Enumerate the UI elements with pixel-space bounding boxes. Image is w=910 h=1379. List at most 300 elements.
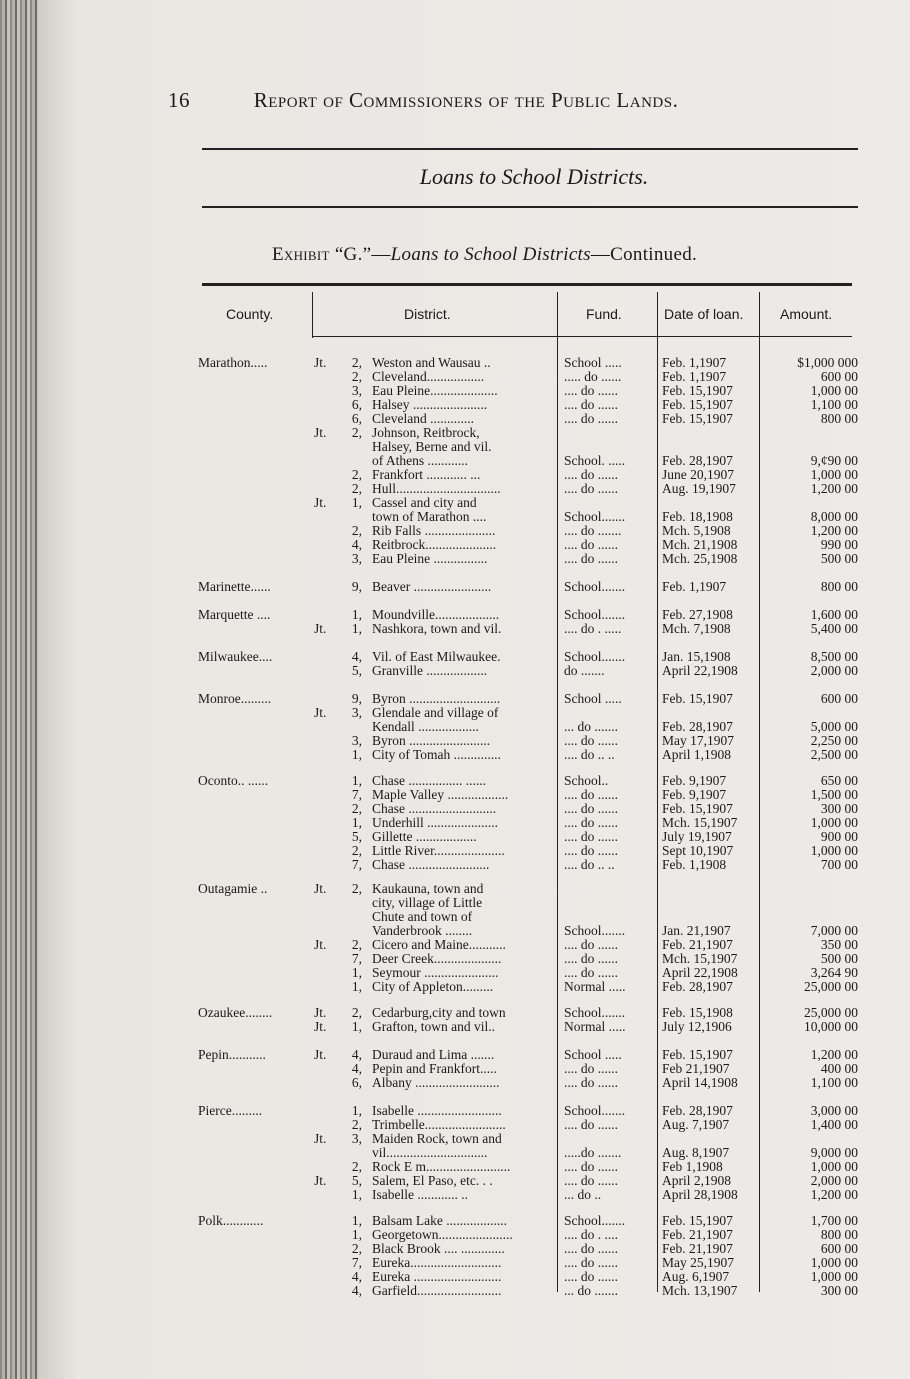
fund-cell: .... do ...... bbox=[564, 1255, 618, 1270]
col-header-county: County. bbox=[226, 306, 274, 322]
date-cell: Mch. 25,1908 bbox=[662, 551, 738, 566]
table-row bbox=[0, 1284, 910, 1298]
district-cell: Deer Creek.................... bbox=[372, 951, 502, 966]
fund-cell: .... do ...... bbox=[564, 551, 618, 566]
amount-cell: 900 00 bbox=[820, 829, 858, 844]
district-cell: Chase .......................... bbox=[372, 801, 497, 816]
county-cell: Ozaukee........ bbox=[198, 1005, 273, 1020]
table-row bbox=[0, 692, 910, 706]
district-number-cell: 2, bbox=[351, 1005, 362, 1020]
table-row bbox=[0, 440, 910, 454]
district-number-cell: 4, bbox=[351, 649, 362, 664]
col-header-amount: Amount. bbox=[780, 306, 833, 322]
table-row bbox=[0, 608, 910, 622]
joint-cell: Jt. bbox=[314, 705, 327, 720]
district-cell: Cedarburg,city and town bbox=[372, 1005, 506, 1020]
table-row bbox=[0, 1228, 910, 1242]
fund-cell: .... do . ..... bbox=[564, 621, 622, 636]
fund-cell: .... do ...... bbox=[564, 951, 618, 966]
county-cell: Marinette...... bbox=[198, 579, 271, 594]
subtitle-rule bbox=[202, 206, 858, 208]
date-cell: Jan. 15,1908 bbox=[662, 649, 731, 664]
fund-cell: School.. bbox=[564, 773, 609, 788]
date-cell: Mch. 13,1907 bbox=[662, 1283, 738, 1298]
date-cell: Feb 1,1908 bbox=[662, 1159, 723, 1174]
amount-cell: 8,500 00 bbox=[810, 649, 858, 664]
table-row bbox=[0, 384, 910, 398]
table-row bbox=[0, 844, 910, 858]
district-cell: Beaver ....................... bbox=[372, 579, 492, 594]
district-cell: Little River..................... bbox=[372, 843, 505, 858]
fund-cell: .... do ...... bbox=[564, 787, 618, 802]
fund-cell: ... do .. bbox=[564, 1187, 602, 1202]
amount-cell: 1,200 00 bbox=[810, 481, 858, 496]
amount-cell: 1,000 00 bbox=[810, 383, 858, 398]
county-cell: Milwaukee.... bbox=[198, 649, 273, 664]
district-number-cell: 1, bbox=[351, 495, 362, 510]
amount-cell: 1,100 00 bbox=[810, 397, 858, 412]
amount-cell: 3,000 00 bbox=[810, 1103, 858, 1118]
district-cell: town of Marathon .... bbox=[372, 509, 487, 524]
date-cell: April 28,1908 bbox=[662, 1187, 738, 1202]
amount-cell: 9,000 00 bbox=[810, 1145, 858, 1160]
table-row bbox=[0, 858, 910, 872]
table-row bbox=[0, 1104, 910, 1118]
fund-cell: ... do ....... bbox=[564, 719, 618, 734]
fund-cell: .... do ....... bbox=[564, 523, 622, 538]
district-number-cell: 4, bbox=[351, 537, 362, 552]
table-row bbox=[0, 896, 910, 910]
amount-cell: 1,000 00 bbox=[810, 843, 858, 858]
district-number-cell: 3, bbox=[351, 705, 362, 720]
joint-cell: Jt. bbox=[314, 1005, 327, 1020]
fund-cell: School....... bbox=[564, 509, 626, 524]
district-cell: City of Appleton......... bbox=[372, 979, 494, 994]
amount-cell: 800 00 bbox=[820, 579, 858, 594]
fund-cell: .... do ...... bbox=[564, 843, 618, 858]
district-number-cell: 7, bbox=[351, 787, 362, 802]
district-number-cell: 2, bbox=[351, 425, 362, 440]
date-cell: Feb. 28,1907 bbox=[662, 453, 733, 468]
date-cell: Feb. 1,1907 bbox=[662, 579, 727, 594]
table-row bbox=[0, 882, 910, 896]
table-row bbox=[0, 468, 910, 482]
date-cell: Mch. 21,1908 bbox=[662, 537, 738, 552]
district-cell: Vanderbrook ........ bbox=[372, 923, 473, 938]
district-cell: Albany ......................... bbox=[372, 1075, 500, 1090]
amount-cell: 800 00 bbox=[820, 411, 858, 426]
date-cell: Feb. 28,1907 bbox=[662, 719, 733, 734]
district-cell: Isabelle ......................... bbox=[372, 1103, 502, 1118]
district-cell: city, village of Little bbox=[372, 895, 483, 910]
table-row bbox=[0, 1076, 910, 1090]
table-row bbox=[0, 966, 910, 980]
date-cell: Aug. 8,1907 bbox=[662, 1145, 730, 1160]
table-row bbox=[0, 1270, 910, 1284]
amount-cell: 2,500 00 bbox=[810, 747, 858, 762]
district-number-cell: 2, bbox=[351, 467, 362, 482]
date-cell: Feb. 15,1907 bbox=[662, 397, 733, 412]
district-cell: Halsey, Berne and vil. bbox=[372, 439, 492, 454]
district-cell: Eureka .......................... bbox=[372, 1269, 502, 1284]
district-cell: Byron ........................ bbox=[372, 733, 491, 748]
district-number-cell: 7, bbox=[351, 951, 362, 966]
fund-cell: .... do ...... bbox=[564, 829, 618, 844]
amount-cell: 500 00 bbox=[820, 551, 858, 566]
district-number-cell: 2, bbox=[351, 937, 362, 952]
date-cell: Feb. 15,1907 bbox=[662, 801, 733, 816]
fund-cell: .... do ...... bbox=[564, 1075, 618, 1090]
district-cell: Salem, El Paso, etc. . . bbox=[372, 1173, 493, 1188]
table-row bbox=[0, 1118, 910, 1132]
county-cell: Pepin........... bbox=[198, 1047, 266, 1062]
fund-cell: School ..... bbox=[564, 355, 622, 370]
date-cell: June 20,1907 bbox=[662, 467, 734, 482]
amount-cell: 350 00 bbox=[820, 937, 858, 952]
district-number-cell: 1, bbox=[351, 1103, 362, 1118]
district-cell: Cicero and Maine........... bbox=[372, 937, 506, 952]
district-number-cell: 9, bbox=[351, 579, 362, 594]
date-cell: Feb. 9,1907 bbox=[662, 773, 727, 788]
county-cell: Pierce......... bbox=[198, 1103, 263, 1118]
fund-cell: .... do ...... bbox=[564, 481, 618, 496]
fund-cell: .... do .. .. bbox=[564, 747, 615, 762]
fund-cell: .... do ...... bbox=[564, 965, 618, 980]
district-number-cell: 4, bbox=[351, 1283, 362, 1298]
district-number-cell: 5, bbox=[351, 1173, 362, 1188]
district-number-cell: 6, bbox=[351, 411, 362, 426]
top-rule bbox=[202, 148, 858, 150]
fund-cell: Normal ..... bbox=[564, 979, 626, 994]
date-cell: Feb. 15,1908 bbox=[662, 1005, 733, 1020]
joint-cell: Jt. bbox=[314, 355, 327, 370]
date-cell: Feb. 21,1907 bbox=[662, 1227, 733, 1242]
table-row bbox=[0, 910, 910, 924]
date-cell: April 22,1908 bbox=[662, 663, 738, 678]
county-cell: Oconto.. ...... bbox=[198, 773, 269, 788]
amount-cell: 9,¢90 00 bbox=[810, 453, 858, 468]
table-row bbox=[0, 748, 910, 762]
amount-cell: 300 00 bbox=[820, 801, 858, 816]
county-cell: Polk............ bbox=[198, 1213, 264, 1228]
fund-cell: .... do ...... bbox=[564, 1061, 618, 1076]
district-number-cell: 3, bbox=[351, 1131, 362, 1146]
amount-cell: 1,000 00 bbox=[810, 1255, 858, 1270]
district-cell: Cassel and city and bbox=[372, 495, 477, 510]
district-number-cell: 4, bbox=[351, 1269, 362, 1284]
date-cell: Feb. 27,1908 bbox=[662, 607, 733, 622]
county-cell: Marquette .... bbox=[198, 607, 271, 622]
amount-cell: 1,100 00 bbox=[810, 1075, 858, 1090]
amount-cell: 800 00 bbox=[820, 1227, 858, 1242]
fund-cell: .... do ...... bbox=[564, 815, 618, 830]
joint-cell: Jt. bbox=[314, 1019, 327, 1034]
fund-cell: School. ..... bbox=[564, 453, 626, 468]
district-cell: Maple Valley .................. bbox=[372, 787, 509, 802]
table-row bbox=[0, 802, 910, 816]
district-number-cell: 1, bbox=[351, 1213, 362, 1228]
table-row bbox=[0, 664, 910, 678]
fund-cell: .... do . .... bbox=[564, 1227, 618, 1242]
district-number-cell: 7, bbox=[351, 1255, 362, 1270]
fund-cell: do ....... bbox=[564, 663, 605, 678]
table-row bbox=[0, 938, 910, 952]
date-cell: Mch. 15,1907 bbox=[662, 815, 738, 830]
district-cell: Weston and Wausau .. bbox=[372, 355, 491, 370]
date-cell: Aug. 6,1907 bbox=[662, 1269, 730, 1284]
amount-cell: 8,000 00 bbox=[810, 509, 858, 524]
district-cell: Kendall .................. bbox=[372, 719, 479, 734]
county-cell: Monroe......... bbox=[198, 691, 272, 706]
amount-cell: 1,200 00 bbox=[810, 523, 858, 538]
amount-cell: 600 00 bbox=[820, 369, 858, 384]
date-cell: Feb. 15,1907 bbox=[662, 1213, 733, 1228]
table-row bbox=[0, 356, 910, 370]
date-cell: Feb. 21,1907 bbox=[662, 1241, 733, 1256]
amount-cell: 300 00 bbox=[820, 1283, 858, 1298]
amount-cell: 25,000 00 bbox=[804, 979, 858, 994]
table-row bbox=[0, 774, 910, 788]
fund-cell: School ..... bbox=[564, 691, 622, 706]
district-number-cell: 2, bbox=[351, 843, 362, 858]
district-number-cell: 1, bbox=[351, 965, 362, 980]
table-row bbox=[0, 496, 910, 510]
date-cell: April 14,1908 bbox=[662, 1075, 738, 1090]
col-header-fund: Fund. bbox=[586, 306, 622, 322]
fund-cell: ... do ....... bbox=[564, 1283, 618, 1298]
joint-cell: Jt. bbox=[314, 621, 327, 636]
fund-cell: ..... do ...... bbox=[564, 369, 622, 384]
date-cell: Feb. 1,1907 bbox=[662, 369, 727, 384]
district-cell: Duraud and Lima ....... bbox=[372, 1047, 495, 1062]
district-number-cell: 2, bbox=[351, 523, 362, 538]
date-cell: Mch. 5,1908 bbox=[662, 523, 731, 538]
amount-cell: 1,700 00 bbox=[810, 1213, 858, 1228]
district-cell: Underhill ..................... bbox=[372, 815, 498, 830]
district-number-cell: 9, bbox=[351, 691, 362, 706]
table-row bbox=[0, 454, 910, 468]
date-cell: Feb 21,1907 bbox=[662, 1061, 730, 1076]
date-cell: Aug. 7,1907 bbox=[662, 1117, 730, 1132]
date-cell: July 19,1907 bbox=[662, 829, 732, 844]
district-cell: Glendale and village of bbox=[372, 705, 499, 720]
district-number-cell: 1, bbox=[351, 747, 362, 762]
fund-cell: School....... bbox=[564, 923, 626, 938]
table-row bbox=[0, 1242, 910, 1256]
table-top-rule bbox=[202, 283, 852, 286]
district-number-cell: 1, bbox=[351, 1019, 362, 1034]
district-cell: Rock E m......................... bbox=[372, 1159, 511, 1174]
fund-cell: .... do ...... bbox=[564, 801, 618, 816]
header-underline bbox=[312, 336, 852, 337]
district-cell: Moundville................... bbox=[372, 607, 500, 622]
fund-cell: .....do ....... bbox=[564, 1145, 622, 1160]
date-cell: Feb. 28,1907 bbox=[662, 1103, 733, 1118]
date-cell: Feb. 21,1907 bbox=[662, 937, 733, 952]
amount-cell: 1,000 00 bbox=[810, 815, 858, 830]
table-row bbox=[0, 398, 910, 412]
fund-cell: .... do ...... bbox=[564, 1269, 618, 1284]
district-cell: Hull............................... bbox=[372, 481, 501, 496]
date-cell: Jan. 21,1907 bbox=[662, 923, 731, 938]
district-cell: Johnson, Reitbrock, bbox=[372, 425, 480, 440]
district-cell: Pepin and Frankfort..... bbox=[372, 1061, 497, 1076]
table-row bbox=[0, 1256, 910, 1270]
fund-cell: .... do ...... bbox=[564, 937, 618, 952]
amount-cell: 400 00 bbox=[820, 1061, 858, 1076]
table-row bbox=[0, 980, 910, 994]
table-row bbox=[0, 706, 910, 720]
fund-cell: .... do ...... bbox=[564, 1159, 618, 1174]
district-cell: Cleveland ............. bbox=[372, 411, 474, 426]
county-cell: Outagamie .. bbox=[198, 881, 268, 896]
date-cell: July 12,1906 bbox=[662, 1019, 732, 1034]
amount-cell: 1,000 00 bbox=[810, 1159, 858, 1174]
amount-cell: 1,500 00 bbox=[810, 787, 858, 802]
section-subtitle: Loans to School Districts. bbox=[419, 164, 649, 189]
date-cell: Feb. 15,1907 bbox=[662, 691, 733, 706]
district-number-cell: 5, bbox=[351, 829, 362, 844]
table-row bbox=[0, 720, 910, 734]
district-cell: of Athens ............ bbox=[372, 453, 468, 468]
district-number-cell: 2, bbox=[351, 355, 362, 370]
joint-cell: Jt. bbox=[314, 1173, 327, 1188]
district-cell: Black Brook .... ............. bbox=[372, 1241, 505, 1256]
date-cell: Feb. 18,1908 bbox=[662, 509, 733, 524]
table-row bbox=[0, 538, 910, 552]
district-cell: Cleveland................. bbox=[372, 369, 485, 384]
exhibit-italic: Loans to School Districts bbox=[390, 244, 591, 265]
district-number-cell: 2, bbox=[351, 369, 362, 384]
district-cell: Frankfort ............ ... bbox=[372, 467, 481, 482]
table-row bbox=[0, 1006, 910, 1020]
amount-cell: 5,400 00 bbox=[810, 621, 858, 636]
report-title: Report of Commissioners of the Public Lands. bbox=[253, 88, 679, 112]
date-cell: Feb. 1,1908 bbox=[662, 857, 727, 872]
table-row bbox=[0, 1174, 910, 1188]
table-row bbox=[0, 816, 910, 830]
amount-cell: 500 00 bbox=[820, 951, 858, 966]
fund-cell: School ..... bbox=[564, 1047, 622, 1062]
fund-cell: .... do ...... bbox=[564, 1117, 618, 1132]
table-row bbox=[0, 650, 910, 664]
fund-cell: .... do ...... bbox=[564, 397, 618, 412]
date-cell: May 25,1907 bbox=[662, 1255, 734, 1270]
amount-cell: 1,000 00 bbox=[810, 467, 858, 482]
district-number-cell: 4, bbox=[351, 1047, 362, 1062]
district-number-cell: 4, bbox=[351, 1061, 362, 1076]
district-cell: Chute and town of bbox=[372, 909, 473, 924]
table-row bbox=[0, 1020, 910, 1034]
district-number-cell: 1, bbox=[351, 979, 362, 994]
amount-cell: 2,000 00 bbox=[810, 663, 858, 678]
date-cell: April 22,1908 bbox=[662, 965, 738, 980]
running-header bbox=[168, 88, 678, 113]
district-cell: Garfield......................... bbox=[372, 1283, 502, 1298]
table-row bbox=[0, 1062, 910, 1076]
fund-cell: .... do ...... bbox=[564, 537, 618, 552]
district-number-cell: 2, bbox=[351, 1117, 362, 1132]
amount-cell: 5,000 00 bbox=[810, 719, 858, 734]
amount-cell: 600 00 bbox=[820, 691, 858, 706]
table-row bbox=[0, 552, 910, 566]
table-row bbox=[0, 734, 910, 748]
amount-cell: 1,400 00 bbox=[810, 1117, 858, 1132]
district-number-cell: 3, bbox=[351, 383, 362, 398]
amount-cell: 700 00 bbox=[820, 857, 858, 872]
district-cell: Byron ........................... bbox=[372, 691, 501, 706]
county-cell: Marathon..... bbox=[198, 355, 268, 370]
fund-cell: .... do ...... bbox=[564, 1241, 618, 1256]
date-cell: Mch. 7,1908 bbox=[662, 621, 731, 636]
district-cell: Halsey ...................... bbox=[372, 397, 488, 412]
col-header-district: District. bbox=[404, 306, 451, 322]
district-cell: Kaukauna, town and bbox=[372, 881, 484, 896]
table-row bbox=[0, 952, 910, 966]
district-cell: Granville .................. bbox=[372, 663, 488, 678]
amount-cell: 10,000 00 bbox=[804, 1019, 858, 1034]
district-cell: Gillette .................. bbox=[372, 829, 477, 844]
table-row bbox=[0, 924, 910, 938]
table-row bbox=[0, 1146, 910, 1160]
table-row bbox=[0, 1048, 910, 1062]
amount-cell: 600 00 bbox=[820, 1241, 858, 1256]
joint-cell: Jt. bbox=[314, 881, 327, 896]
district-cell: Balsam Lake .................. bbox=[372, 1213, 507, 1228]
exhibit-prefix: Exhibit bbox=[272, 244, 330, 265]
amount-cell: 1,200 00 bbox=[810, 1187, 858, 1202]
district-cell: Eureka........................... bbox=[372, 1255, 502, 1270]
district-number-cell: 5, bbox=[351, 663, 362, 678]
district-cell: Vil. of East Milwaukee. bbox=[372, 649, 501, 664]
district-cell: Rib Falls ..................... bbox=[372, 523, 496, 538]
amount-cell: 1,600 00 bbox=[810, 607, 858, 622]
fund-cell: School....... bbox=[564, 607, 626, 622]
district-number-cell: 3, bbox=[351, 551, 362, 566]
district-number-cell: 2, bbox=[351, 1159, 362, 1174]
column-divider bbox=[312, 292, 313, 338]
date-cell: Feb. 15,1907 bbox=[662, 1047, 733, 1062]
fund-cell: .... do ...... bbox=[564, 467, 618, 482]
district-cell: Eau Pleine ................ bbox=[372, 551, 488, 566]
district-cell: Maiden Rock, town and bbox=[372, 1131, 502, 1146]
district-number-cell: 7, bbox=[351, 857, 362, 872]
date-cell: Feb. 15,1907 bbox=[662, 383, 733, 398]
amount-cell: 25,000 00 bbox=[804, 1005, 858, 1020]
exhibit-heading bbox=[272, 244, 697, 266]
table-row bbox=[0, 426, 910, 440]
district-cell: Georgetown...................... bbox=[372, 1227, 513, 1242]
fund-cell: .... do ...... bbox=[564, 411, 618, 426]
table-row bbox=[0, 580, 910, 594]
district-cell: Trimbelle........................ bbox=[372, 1117, 506, 1132]
amount-cell: 2,000 00 bbox=[810, 1173, 858, 1188]
table-row bbox=[0, 412, 910, 426]
fund-cell: School....... bbox=[564, 579, 626, 594]
date-cell: May 17,1907 bbox=[662, 733, 734, 748]
table-row bbox=[0, 1214, 910, 1228]
district-cell: Chase ................ ...... bbox=[372, 773, 486, 788]
amount-cell: 990 00 bbox=[820, 537, 858, 552]
district-cell: Seymour ...................... bbox=[372, 965, 499, 980]
date-cell: April 1,1908 bbox=[662, 747, 731, 762]
fund-cell: Normal ..... bbox=[564, 1019, 626, 1034]
district-number-cell: 2, bbox=[351, 801, 362, 816]
exhibit-label: “G.”— bbox=[334, 244, 391, 265]
amount-cell: 3,264 90 bbox=[810, 965, 858, 980]
date-cell: April 2,1908 bbox=[662, 1173, 731, 1188]
joint-cell: Jt. bbox=[314, 1047, 327, 1062]
